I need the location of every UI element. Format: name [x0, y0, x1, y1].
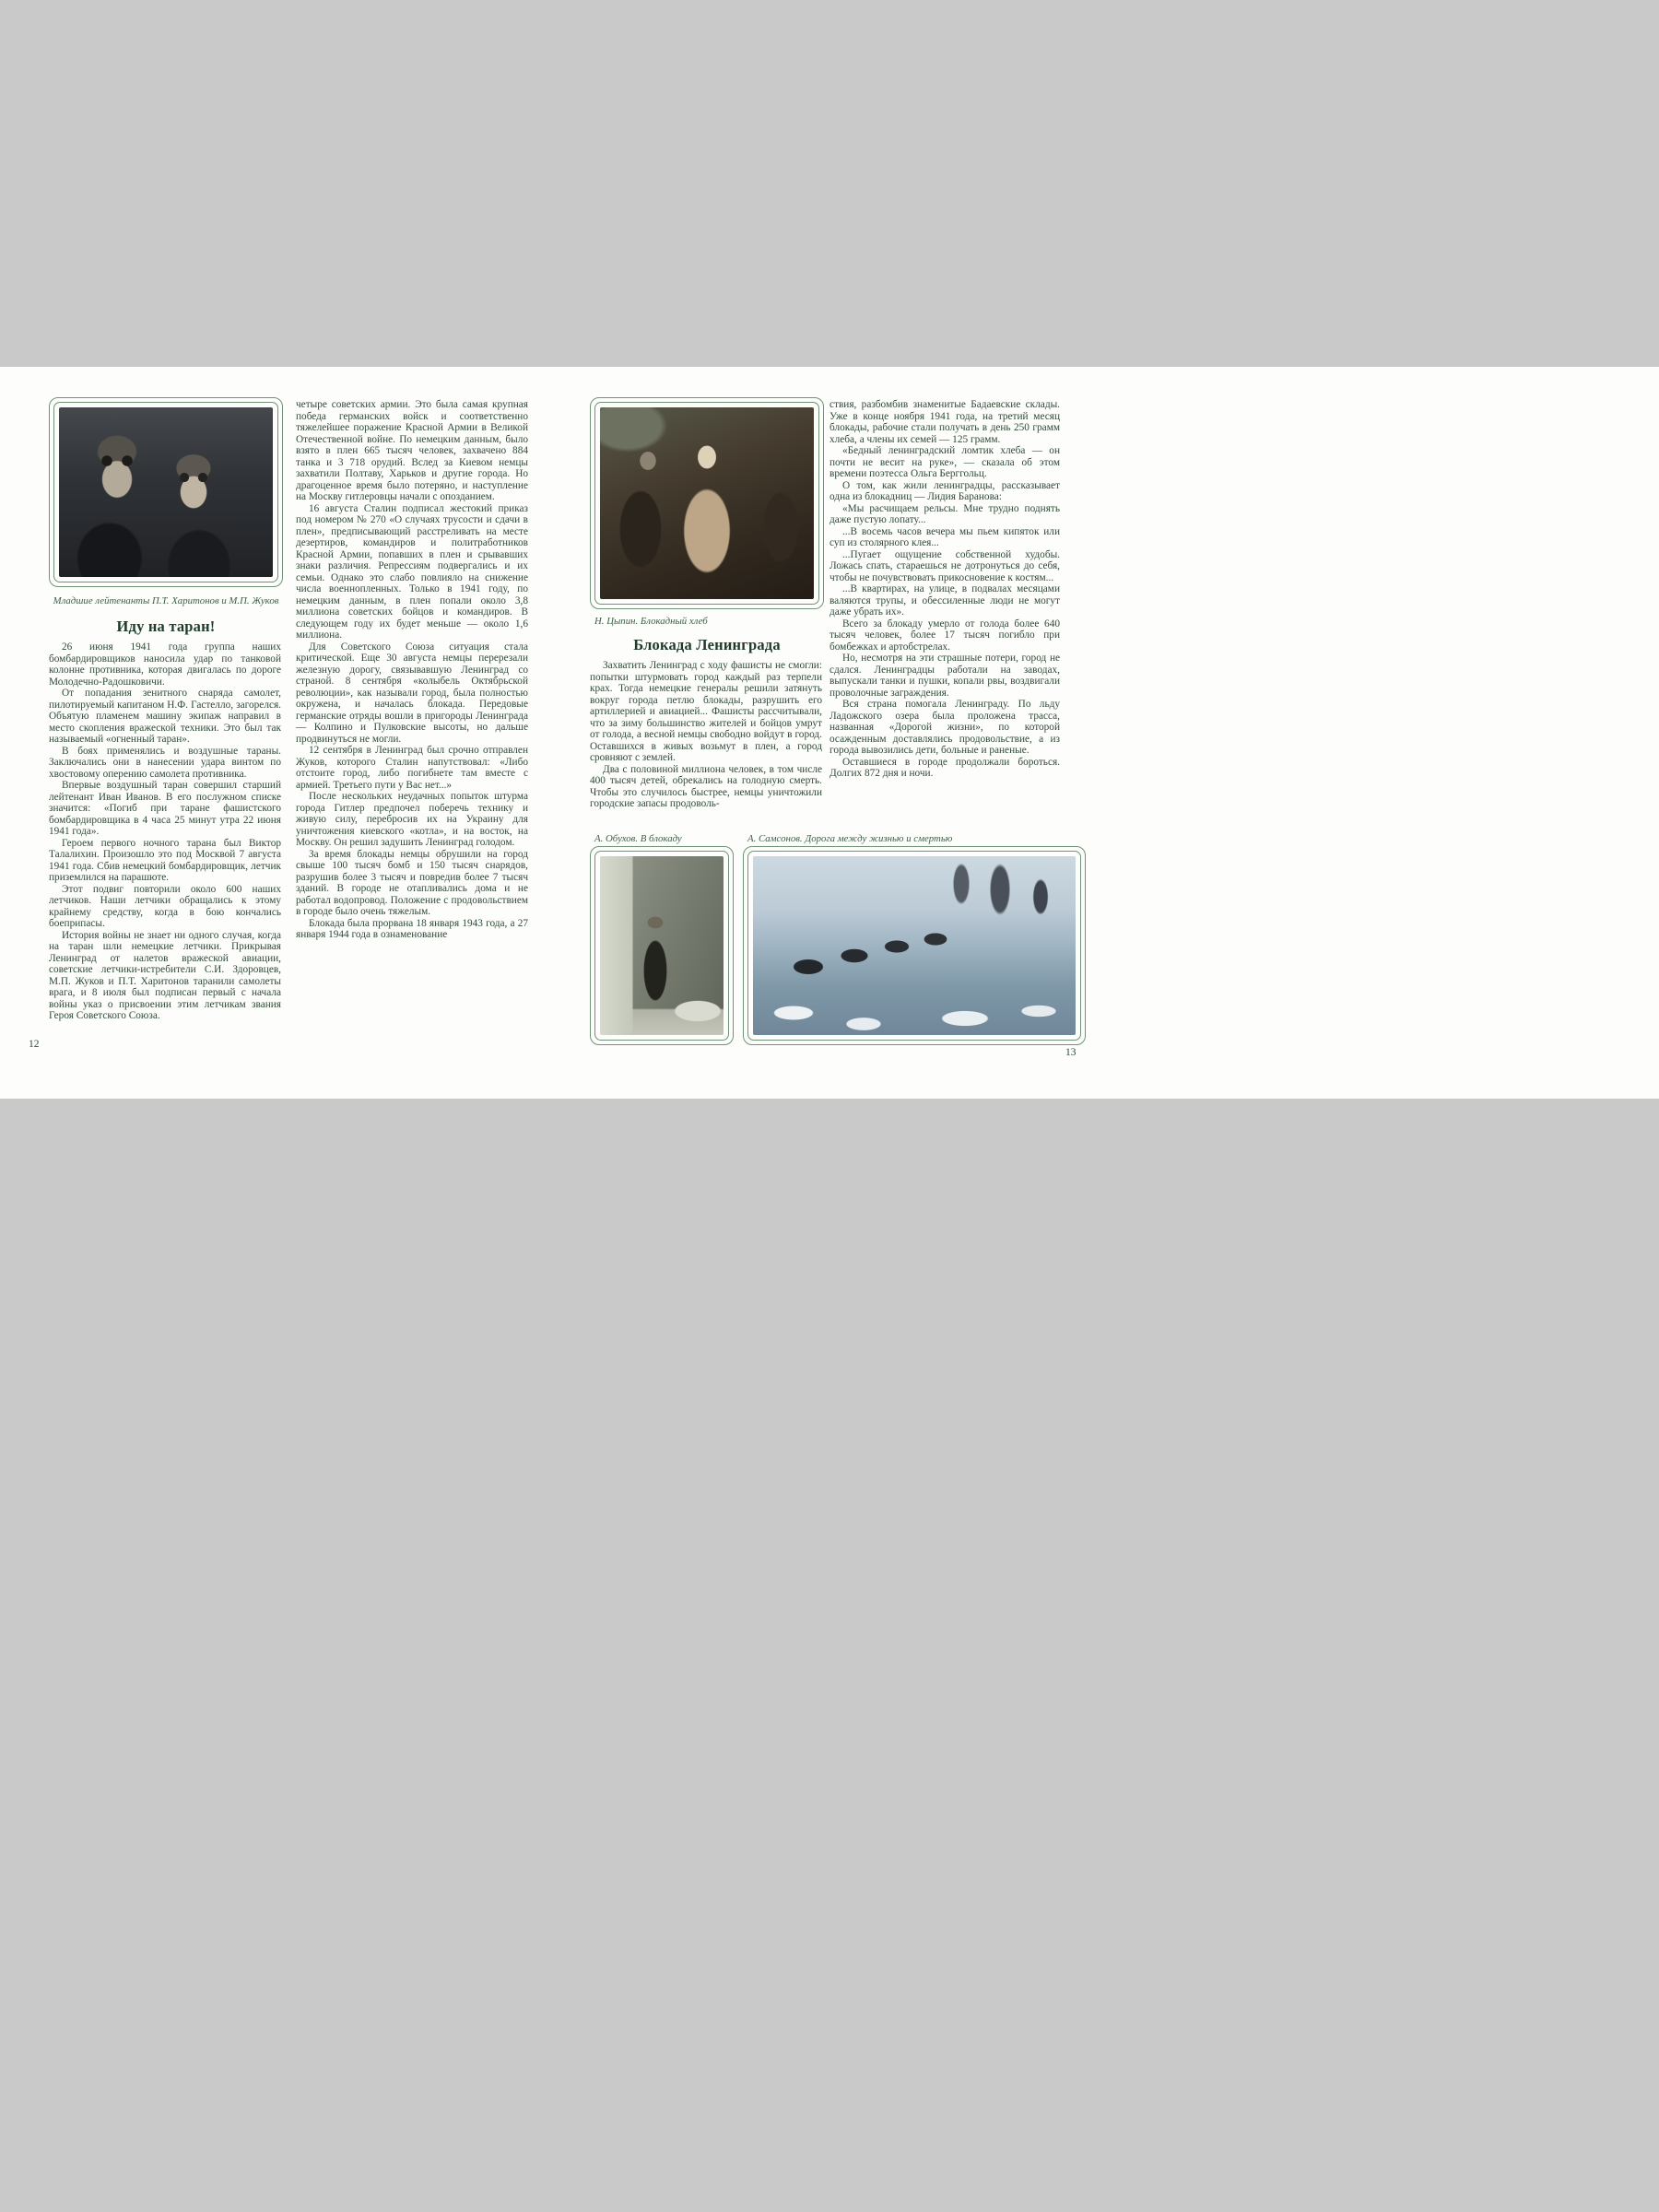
article-heading-ramming: Иду на таран! — [116, 618, 216, 635]
painting-road-caption: А. Самсонов. Дорога между жизнью и смертью — [747, 833, 953, 844]
paragraph: В боях применялись и воздушные тараны. Заключались они в нанесении удара винтом по хвостовому оперению самолета противника. — [49, 745, 281, 780]
paragraph: От попадания зенитного снаряда самолет, пилотируемый капитаном Н.Ф. Гастелло, загорелся. Объятую пламенем машину экипаж направил в место скопления вражеской техники. Это был так называемый «огненный таран». — [49, 688, 281, 745]
paragraph: «Бедный ленинградский ломтик хлеба — он почти не весит на руке», — сказала об этом времени поэтесса Ольга Берггольц. — [830, 445, 1060, 479]
painting-bread-frame-inner — [594, 402, 819, 605]
painting-blockade-caption: А. Обухов. В блокаду — [594, 833, 682, 844]
painting-bread-caption: Н. Цыпин. Блокадный хлеб — [594, 616, 708, 627]
paragraph: Оставшиеся в городе продолжали бороться. Долгих 872 дня и ночи. — [830, 756, 1060, 779]
paragraph: История войны не знает ни одного случая, когда на таран шли немецкие летчики. Прикрывая Ленинград от налетов вражеской авиации, советские летчики-истребители С.И. Здоровцев, М.П. Жуков и П.Т. Харитонов таранили самолеты врага, и 8 июля был подписан первый с начала войны указ о присвоении этим летчикам звания Героя Советского Союза. — [49, 929, 281, 1021]
page-number-right: 13 — [1065, 1047, 1077, 1058]
painting-bread-frame — [590, 397, 824, 609]
page-number-left: 12 — [29, 1039, 40, 1050]
left-page-column-2 — [296, 399, 528, 941]
pilots-photo-frame — [49, 397, 283, 587]
paragraph: Но, несмотря на эти страшные потери, город не сдался. Ленинградцы работали на заводах, выпускали танки и пушки, копали рвы, воздвигали проволочные заграждения. — [830, 653, 1060, 699]
painting-blockade-frame-inner — [594, 851, 729, 1041]
paragraph: четыре советских армии. Это была самая крупная победа германских войск и соответственно тяжелейшее поражение Красной Армии в Великой Отечественной войне. По немецким данным, было взято в плен 665 тысяч человек, захвачено 884 танка и 3 718 орудий. Вслед за Киевом немцы захватили Полтаву, Харьков и другие города. Но драгоценное время было потеряно, и наступление на Москву гитлеровцы начали с опозданием. — [296, 399, 528, 502]
paragraph: Впервые воздушный таран совершил старший лейтенант Иван Иванов. В его послужном списке значится: «Погиб при таране фашистского бомбардировщика в 4 часа 25 минут утра 22 июня 1941 года». — [49, 780, 281, 837]
paragraph: О том, как жили ленинградцы, рассказывает одна из блокадниц — Лидия Баранова: — [830, 479, 1060, 502]
paragraph: Героем первого ночного тарана был Виктор Талалихин. Произошло это под Москвой 7 августа 1941 года. Сбив немецкий бомбардировщик, летчик приземлился на парашюте. — [49, 837, 281, 883]
pilots-photo-caption: Младшие лейтенанты П.Т. Харитонов и М.П. Жуков — [53, 595, 279, 606]
pilots-photo-frame-inner — [53, 402, 278, 582]
paragraph: Этот подвиг повторили около 600 наших летчиков. Наши летчики обращались к этому крайнему средству, когда в бою кончались боеприпасы. — [49, 883, 281, 929]
painting-road — [753, 856, 1076, 1035]
paragraph: ...В восемь часов вечера мы пьем кипяток или суп из столярного клея... — [830, 525, 1060, 548]
paragraph: 26 июня 1941 года группа наших бомбардировщиков наносила удар по танковой колонне противника, которая двигалась по дороге Молодечно-Радошковичи. — [49, 641, 281, 688]
paragraph: Вся страна помогала Ленинграду. По льду Ладожского озера была проложена трасса, названная «Дорогой жизни», по которой осажденным доставлялись продовольствие, а из города вывозились дети, больные и раненые. — [830, 699, 1060, 756]
book-spread — [0, 367, 1659, 1099]
paragraph: Всего за блокаду умерло от голода более 640 тысяч человек, более 17 тысяч погибло при бомбежках и артобстрелах. — [830, 618, 1060, 653]
paragraph: Блокада была прорвана 18 января 1943 года, а 27 января 1944 года в ознаменование — [296, 917, 528, 940]
left-page-column-1 — [49, 641, 281, 1022]
paragraph: ...В квартирах, на улице, в подвалах месяцами валяются трупы, и обессиленные люди не могут даже убрать их». — [830, 583, 1060, 618]
painting-bread — [600, 407, 814, 599]
paragraph: Для Советского Союза ситуация стала критической. Еще 30 августа немцы перерезали железную дорогу, связывавшую Ленинград со страной. 8 сентября «колыбель Октябрьской революции», как называли город, была полностью окружена, и началась блокада. Передовые германские отряды вошли в пригороды Ленинграда — Колпино и Пулковские высоты, но дальше продвинуться не могли. — [296, 641, 528, 745]
paragraph: За время блокады немцы обрушили на город свыше 100 тысяч бомб и 150 тысяч снарядов, разрушив более 3 тысяч и повредив более 7 тысяч зданий. В городе не отапливались дома и не работал водопровод. Положение с продовольствием в городе было очень тяжелым. — [296, 848, 528, 917]
paragraph: 16 августа Сталин подписал жестокий приказ под номером № 270 «О случаях трусости и сдачи в плен», предписывающий расстреливать на месте дезертиров, командиров и политработников Красной Армии, попавших в плен и срывавших знаки различия. Репрессиям подвергались и их семьи. Однако это слабо повлияло на снижение числа военнопленных. Только в 1941 году, по немецким данным, в плен попали около 3,8 миллиона советских бойцов и командиров. В следующем году их будет меньше — около 1,6 миллиона. — [296, 502, 528, 641]
article-heading-blockade: Блокада Ленинграда — [633, 636, 781, 653]
painting-road-frame-inner — [747, 851, 1081, 1041]
paragraph: После нескольких неудачных попыток штурма города Гитлер предпочел поберечь технику и живую силу, перебросив их на Украину для уничтожения киевского «котла», и на восток, на Москву. Он решил задушить Ленинград голодом. — [296, 791, 528, 848]
painting-blockade-frame — [590, 846, 734, 1045]
right-page-column-1 — [590, 660, 822, 810]
paragraph: ствия, разбомбив знаменитые Бадаевские склады. Уже в конце ноября 1941 года, на третий месяц блокады, рабочие стали получать в день 250 грамм хлеба, а члены их семей — 125 грамм. — [830, 399, 1060, 445]
painting-blockade — [600, 856, 724, 1035]
paragraph: ...Пугает ощущение собственной худобы. Ложась спать, стараешься не дотронуться до себя, чтобы не почувствовать прикосновение к костям... — [830, 548, 1060, 583]
painting-road-frame — [743, 846, 1086, 1045]
paragraph: «Мы расчищаем рельсы. Мне трудно поднять даже пустую лопату... — [830, 502, 1060, 525]
pilots-photo — [59, 407, 273, 577]
paragraph: 12 сентября в Ленинград был срочно отправлен Жуков, которого Сталин напутствовал: «Либо отстоите город, либо погибнете там вместе с армией. Третьего пути у Вас нет...» — [296, 745, 528, 791]
paragraph: Захватить Ленинград с ходу фашисты не смогли: попытки штурмовать город каждый раз терпели крах. Тогда немецкие генералы решили затянуть вокруг города петлю блокады, разрушить его артиллерией и авиацией... Фашисты рассчитывали, что за зиму большинство жителей и бойцов умрут от голода, а весной немцы свободно войдут в город. Оставшихся в живых возьмут в плен, а город сровняют с землей. — [590, 660, 822, 763]
paragraph: Два с половиной миллиона человек, в том числе 400 тысяч детей, обрекались на голодную смерть. Чтобы это случилось быстрее, немцы уничтожили городские запасы продоволь- — [590, 763, 822, 809]
right-page-column-2 — [830, 399, 1060, 780]
